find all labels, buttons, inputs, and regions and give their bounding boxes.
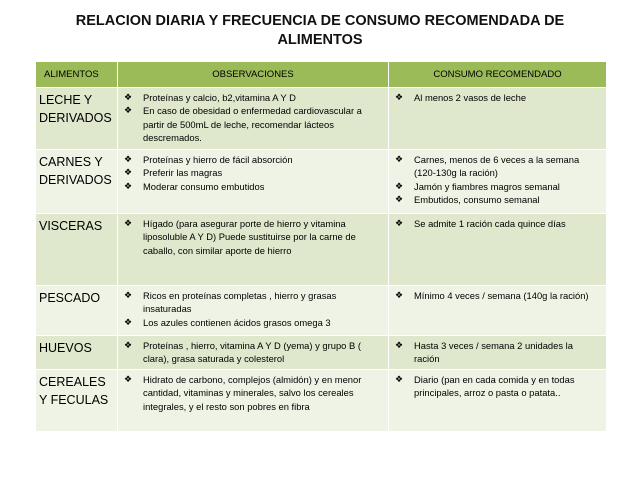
bullet-item: ❖ En caso de obesidad o enfermedad cardiovascular a partir de 500mL de leche, recomendar lácteos descremados. — [124, 104, 382, 144]
bullet-item: ❖ Carnes, menos de 6 veces a la semana (120-130g la ración) — [395, 153, 600, 180]
consumption-cell — [389, 370, 607, 432]
table-header-row — [36, 62, 607, 88]
food-cell: CEREALES Y FECULAS — [36, 370, 118, 432]
table-row — [36, 370, 607, 432]
consumption-list — [389, 370, 606, 403]
bullet-item: ❖ Moderar consumo embutidos — [124, 180, 382, 193]
observations-list — [118, 370, 388, 416]
bullet-item: ❖ Proteínas , hierro, vitamina A Y D (yema) y grupo B ( clara), grasa saturada y colesterol — [124, 339, 382, 366]
food-cell: PESCADO — [36, 286, 118, 336]
table-row — [36, 150, 607, 214]
consumption-list — [389, 88, 606, 107]
bullet-item: ❖ Los azules contienen ácidos grasos omega 3 — [124, 316, 382, 329]
observations-list — [118, 286, 388, 332]
food-cell: VISCERAS — [36, 214, 118, 286]
consumption-list — [389, 286, 606, 305]
consumption-list — [389, 214, 606, 233]
observations-list — [118, 88, 388, 148]
bullet-item: ❖ Jamón y fiambres magros semanal — [395, 180, 600, 193]
bullet-item: ❖ Al menos 2 vasos de leche — [395, 91, 600, 104]
bullet-item: ❖ Embutidos, consumo semanal — [395, 193, 600, 206]
food-cell: LECHE Y DERIVADOS — [36, 88, 118, 150]
observations-list — [118, 214, 388, 260]
observations-cell — [118, 336, 389, 370]
observations-cell — [118, 370, 389, 432]
bullet-item: ❖ Diario (pan en cada comida y en todas principales, arroz o pasta o patata.. — [395, 373, 600, 400]
bullet-item: ❖ Hígado (para asegurar porte de hierro y vitamina liposoluble A Y D) Puede sustituirse por la carne de caballo, con similar aporte de hierro — [124, 217, 382, 257]
table-row — [36, 214, 607, 286]
bullet-item: ❖ Hasta 3 veces / semana 2 unidades la ración — [395, 339, 600, 366]
consumption-cell — [389, 214, 607, 286]
consumption-cell — [389, 336, 607, 370]
food-cell: HUEVOS — [36, 336, 118, 370]
bullet-item: ❖ Hidrato de carbono, complejos (almidón) y en menor cantidad, vitaminas y minerales, salvo los cereales integrales, y el resto son pobres en fibra — [124, 373, 382, 413]
consumption-list — [389, 150, 606, 210]
consumption-cell — [389, 286, 607, 336]
observations-cell — [118, 214, 389, 286]
page-title: RELACION DIARIA Y FRECUENCIA DE CONSUMO RECOMENDADA DE ALIMENTOS — [75, 13, 565, 48]
food-cell: CARNES Y DERIVADOS — [36, 150, 118, 214]
table-row — [36, 88, 607, 150]
food-table — [35, 61, 607, 432]
table-row — [36, 336, 607, 370]
header-observaciones: OBSERVACIONES — [118, 62, 389, 88]
bullet-item: ❖ Ricos en proteínas completas , hierro y grasas insaturadas — [124, 289, 382, 316]
bullet-item: ❖ Proteínas y hierro de fácil absorción — [124, 153, 382, 166]
consumption-cell — [389, 150, 607, 214]
observations-cell — [118, 150, 389, 214]
observations-cell — [118, 88, 389, 150]
table-body — [36, 88, 607, 432]
consumption-list — [389, 336, 606, 369]
observations-cell — [118, 286, 389, 336]
observations-list — [118, 336, 388, 369]
bullet-item: ❖ Proteínas y calcio, b2,vitamina A Y D — [124, 91, 382, 104]
table-row — [36, 286, 607, 336]
bullet-item: ❖ Se admite 1 ración cada quince días — [395, 217, 600, 230]
header-consumo: CONSUMO RECOMENDADO — [389, 62, 607, 88]
consumption-cell — [389, 88, 607, 150]
bullet-item: ❖ Preferir las magras — [124, 166, 382, 179]
bullet-item: ❖ Mínimo 4 veces / semana (140g la ración) — [395, 289, 600, 302]
header-alimentos: ALIMENTOS — [36, 62, 118, 88]
observations-list — [118, 150, 388, 196]
